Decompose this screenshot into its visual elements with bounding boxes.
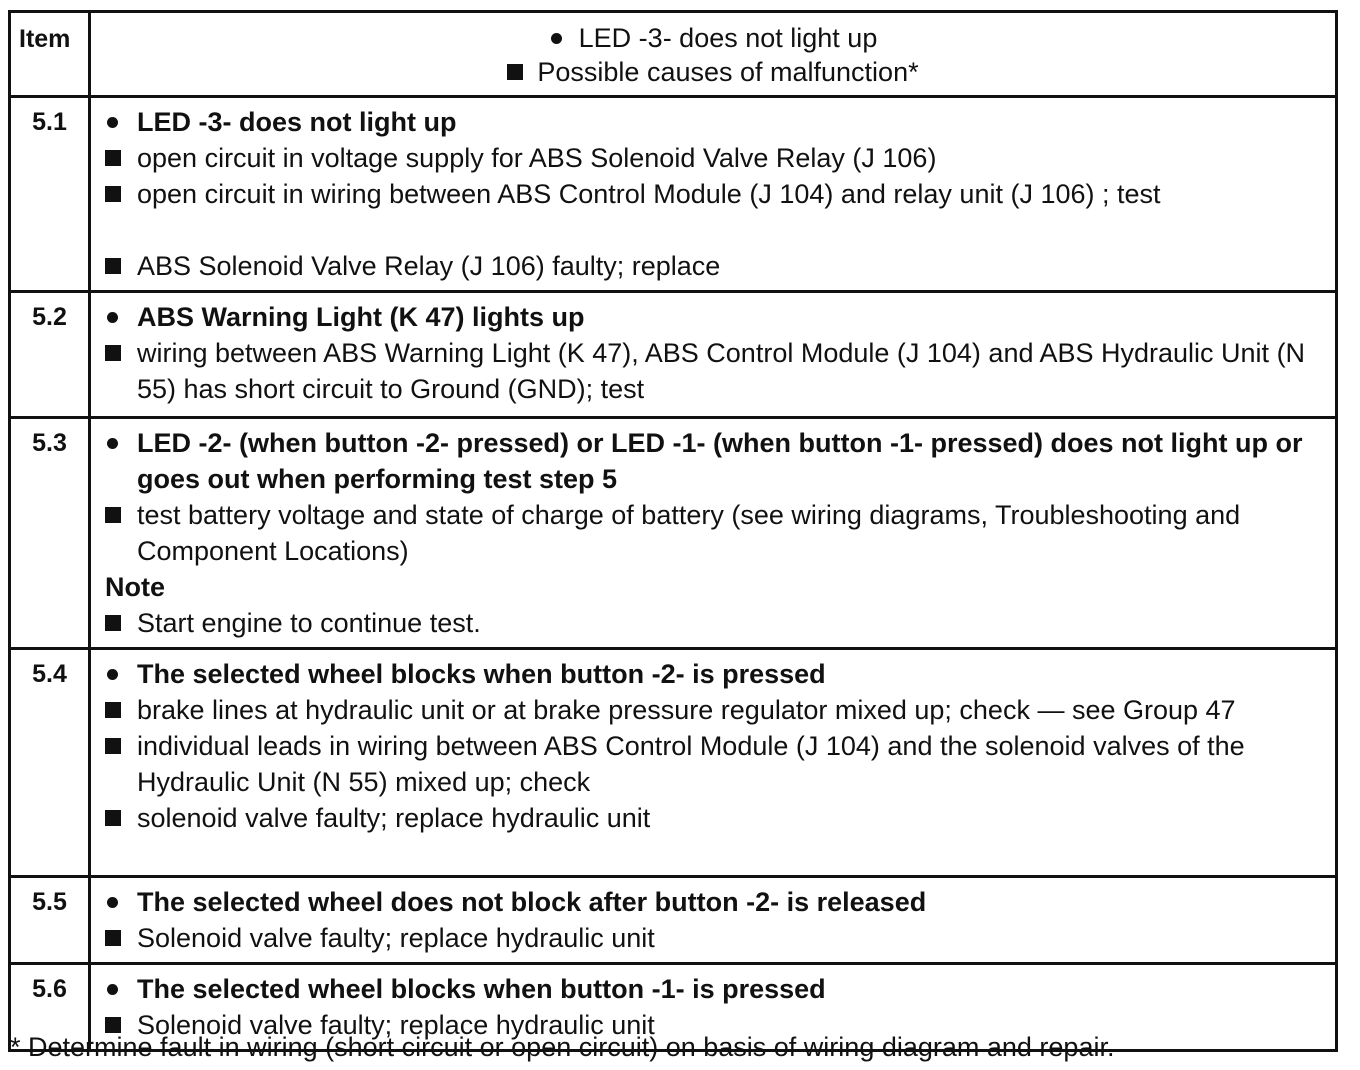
square-bullet-icon bbox=[105, 176, 137, 212]
symptom-line: The selected wheel blocks when button -2- is pressed bbox=[105, 656, 1327, 692]
table-row bbox=[10, 418, 1337, 649]
bullet-dot-icon bbox=[105, 884, 137, 920]
bullet-dot-icon bbox=[105, 299, 137, 335]
row-content bbox=[90, 97, 1337, 292]
row-content bbox=[90, 649, 1337, 877]
cause-line: open circuit in wiring between ABS Control Module (J 104) and relay unit (J 106) ; test bbox=[105, 176, 1327, 212]
cause-line: Solenoid valve faulty; replace hydraulic unit bbox=[105, 1007, 1327, 1043]
row-content bbox=[90, 877, 1337, 964]
bullet-dot-icon bbox=[105, 104, 137, 140]
square-bullet-icon bbox=[105, 140, 137, 176]
table-row bbox=[10, 649, 1337, 877]
square-bullet-icon bbox=[105, 335, 137, 371]
bullet-dot-icon bbox=[105, 971, 137, 1007]
table-row bbox=[10, 97, 1337, 292]
symptom-line: The selected wheel blocks when button -1- is pressed bbox=[105, 971, 1327, 1007]
square-bullet-icon bbox=[105, 920, 137, 956]
header-line-causes: Possible causes of malfunction* bbox=[91, 55, 1335, 89]
item-number: 5.1 bbox=[10, 97, 90, 292]
square-bullet-icon bbox=[105, 605, 137, 641]
item-column-header: Item bbox=[10, 12, 90, 97]
cause-line: test battery voltage and state of charge of battery (see wiring diagrams, Troubleshooting and Component Locations) bbox=[105, 497, 1327, 569]
square-bullet-icon bbox=[105, 692, 137, 728]
troubleshooting-table bbox=[8, 10, 1338, 1052]
bullet-dot-icon bbox=[105, 656, 137, 692]
item-number: 5.3 bbox=[10, 418, 90, 649]
row-content bbox=[90, 418, 1337, 649]
symptom-line: The selected wheel does not block after button -2- is released bbox=[105, 884, 1327, 920]
footnote: * Determine fault in wiring (short circuit or open circuit) on basis of wiring diagram and repair. bbox=[10, 1032, 1115, 1062]
cause-line: open circuit in voltage supply for ABS Solenoid Valve Relay (J 106) bbox=[105, 140, 1327, 176]
square-bullet-icon bbox=[105, 497, 137, 533]
bullet-dot-icon bbox=[549, 21, 579, 55]
cause-line: solenoid valve faulty; replace hydraulic unit bbox=[105, 800, 1327, 836]
square-bullet-icon bbox=[507, 55, 537, 89]
table-row bbox=[10, 877, 1337, 964]
bullet-dot-icon bbox=[105, 425, 137, 461]
header-line-symptom: LED -3- does not light up bbox=[91, 21, 1335, 55]
square-bullet-icon bbox=[105, 800, 137, 836]
symptom-line: ABS Warning Light (K 47) lights up bbox=[105, 299, 1327, 335]
row-content bbox=[90, 292, 1337, 418]
square-bullet-icon bbox=[105, 728, 137, 764]
note-label: Note bbox=[105, 572, 165, 602]
table-header-row bbox=[10, 12, 1337, 97]
table-row bbox=[10, 292, 1337, 418]
item-number: 5.4 bbox=[10, 649, 90, 877]
content-column-header bbox=[90, 12, 1337, 97]
item-number: 5.6 bbox=[10, 964, 90, 1051]
cause-line: individual leads in wiring between ABS Control Module (J 104) and the solenoid valves of the Hydraulic Unit (N 55) mixed up; check bbox=[105, 728, 1327, 800]
item-number: 5.5 bbox=[10, 877, 90, 964]
cause-line: Solenoid valve faulty; replace hydraulic unit bbox=[105, 920, 1327, 956]
symptom-line: LED -2- (when button -2- pressed) or LED -1- (when button -1- pressed) does not light up or goes out when performing test step 5 bbox=[105, 425, 1327, 497]
cause-line: ABS Solenoid Valve Relay (J 106) faulty; replace bbox=[105, 248, 1327, 284]
item-number: 5.2 bbox=[10, 292, 90, 418]
note-line: Start engine to continue test. bbox=[105, 605, 1327, 641]
cause-line: wiring between ABS Warning Light (K 47), ABS Control Module (J 104) and ABS Hydraulic Unit (N 55) has short circuit to Ground (GND); test bbox=[105, 335, 1327, 407]
square-bullet-icon bbox=[105, 248, 137, 284]
symptom-line: LED -3- does not light up bbox=[105, 104, 1327, 140]
cause-line: brake lines at hydraulic unit or at brake pressure regulator mixed up; check — see Group 47 bbox=[105, 692, 1327, 728]
